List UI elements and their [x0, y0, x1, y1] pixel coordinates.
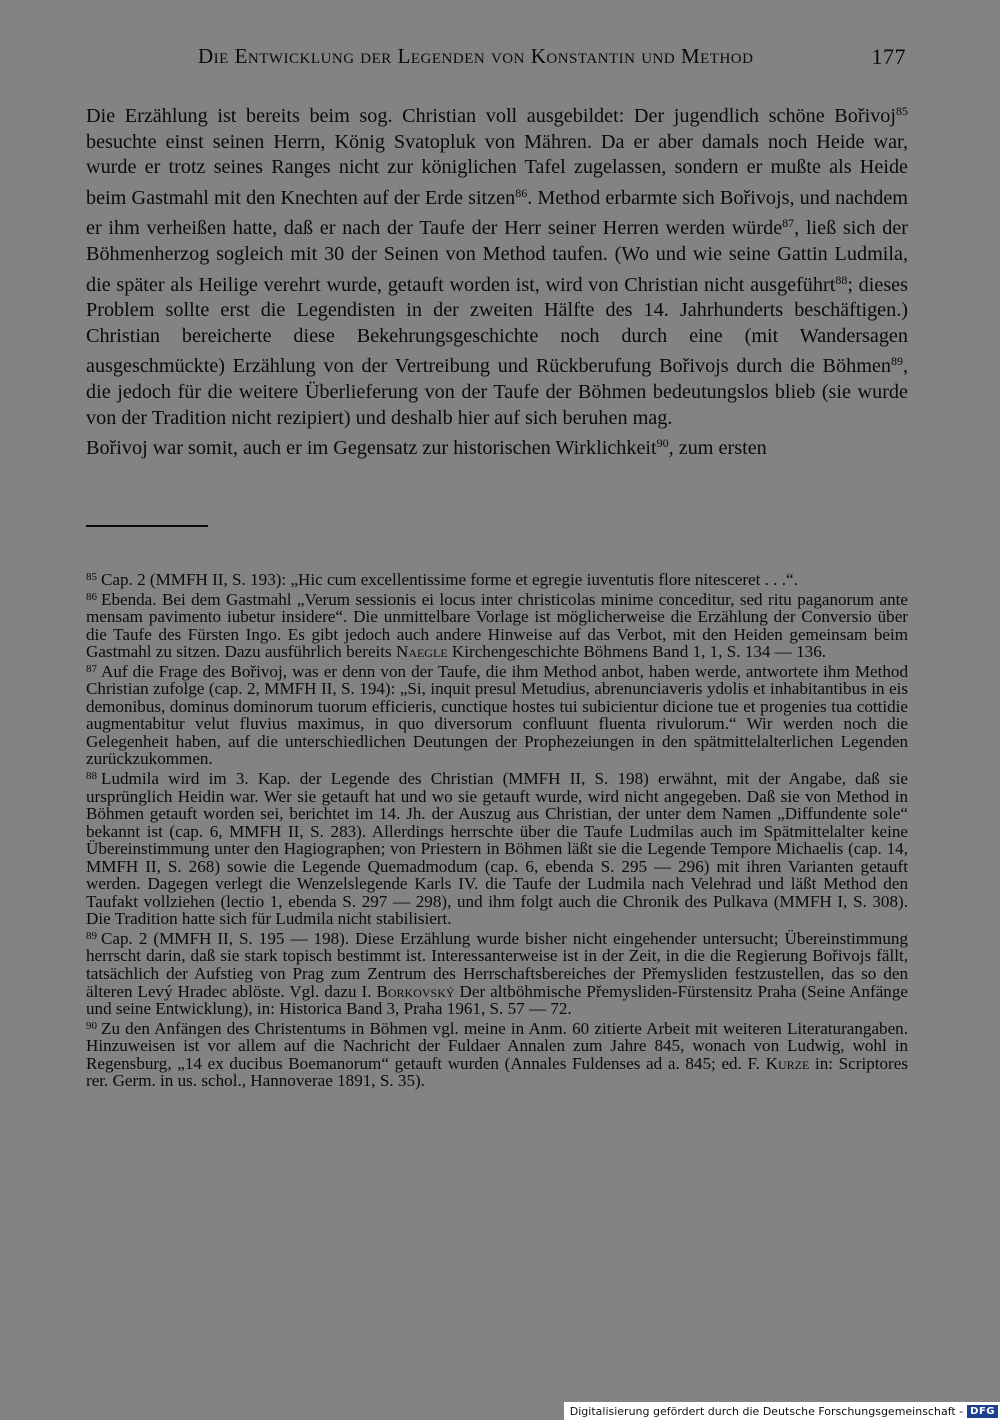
footnote-text: Cap. 2 (MMFH II, S. 193): „Hic cum excellentissime forme et egregie iuventutis flore nitesceret . . .“. [101, 570, 798, 589]
footnote-ref-86: 86 [515, 185, 528, 200]
footnote-ref-88: 88 [835, 272, 848, 287]
footnote-89 [86, 928, 908, 1018]
footnote-ref-87: 87 [782, 216, 795, 231]
footnotes [86, 569, 908, 1090]
footnote-number: 87 [86, 662, 97, 675]
footnote-number: 85 [86, 571, 97, 583]
footnote-86 [86, 589, 908, 661]
text-run: , zum ersten [668, 437, 767, 460]
footnote-separator [86, 525, 208, 527]
dfg-logo-icon: DFG [967, 1405, 998, 1418]
page-number: 177 [871, 44, 906, 69]
footnote-number: 88 [86, 770, 97, 783]
footnote-number: 89 [86, 929, 97, 942]
body-text [86, 99, 908, 462]
paragraph-1 [86, 99, 908, 431]
paragraph-2 [86, 431, 908, 462]
digitization-banner [564, 1402, 1000, 1420]
footnote-author: Borkovský [376, 981, 455, 1001]
footnote-number: 90 [86, 1019, 97, 1032]
text-run: . Method erbarmte sich Bořivojs, und nachdem er ihm verheißen hatte, daß er nach der Taufe der Herr seiner Herren werden würde [86, 186, 908, 240]
footnote-ref-90: 90 [656, 436, 669, 451]
footnote-number: 86 [86, 590, 97, 603]
footnote-text: Cap. 2 (MMFH II, S. 195 — 198). Diese Erzählung wurde bisher nicht eingehender untersucht; Übereinstimmung herrscht darin, daß sie stark topisch bestimmt ist. Interessanterweise ist in der Zeit, in die die Regierung Bořivojs fällt, tatsächlich der Aufstieg von Prag zum Zentrum des Herrschaftsbereiches der Přemysliden festzustellen, das so den älteren Levý Hradec ablöste. Vgl. dazu I. [86, 928, 908, 1001]
footnote-90 [86, 1018, 908, 1090]
footnote-ref-89: 89 [890, 354, 903, 369]
footnote-text: Auf die Frage des Bořivoj, was er denn von der Taufe, die ihm Method anbot, haben werde, antwortete ihm Method Christian zufolge (cap. 2, MMFH II, S. 194): „Si, inquit presul Metudius, abrenunciaveris ydolis et inhabitantibus in eis demonibus, dominus dominorum tuorum efficieris, cunctique hostes tui subicientur dicione tue et progenies tua cottidie augmentabitur velut fluvius maximus, in quo diversorum confluunt fluenta rivulorum.“ Wir werden noch die Gelegenheit haben, auf die unterschiedlichen Deutungen der Prophezeiungen in den spätmittelalterlichen Legenden zurückzukommen. [86, 661, 908, 769]
text-run: , ließ sich der Böhmenherzog sogleich mit 30 der Seinen von Method taufen. (Wo und wie seine Gattin Ludmila, die später als Heilige verehrt wurde, getauft worden ist, wird von Christian nicht ausgeführt [86, 217, 908, 296]
footnote-text: Zu den Anfängen des Christentums in Böhmen vgl. meine in Anm. 60 zitierte Arbeit mit weiteren Literaturangaben. Hinzuweisen ist vor allem auf die Nachricht der Fuldaer Annalen zum Jahre 845, wonach von Ludwig, wohl in Regensburg, „14 ex ducibus Boemanorum“ getauft wurden (Annales Fuldenses ad a. 845; ed. F. [86, 1018, 908, 1073]
text-run: , die jedoch für die weitere Überlieferung von der Taufe der Böhmen bedeutungslos blieb (sie wurde von der Tradition nicht rezipiert) und deshalb hier auf sich beruhen mag. [86, 355, 908, 429]
text-run: ; dieses Problem sollte erst die Legendisten in der zweiten Hälfte des 14. Jahrhunderts beschäftigen.) Christian bereicherte diese Bekehrungsgeschichte noch durch eine (mit Wandersagen ausgeschmückte) Erzählung von der Vertreibung und Rückberufung Bořivojs durch die Böhmen [86, 273, 908, 378]
footnote-text: Kirchengeschichte Böhmens Band 1, 1, S. 134 — 136. [447, 642, 827, 662]
footnote-85 [86, 569, 908, 589]
footnote-88 [86, 768, 908, 928]
footnote-text: Der altböhmische Přemysliden-Fürstensitz Praha (Seine Anfänge und seine Entwicklung), in: Historica Band 3, Praha 1961, S. 57 — 72. [86, 981, 908, 1019]
text-run: besuchte einst seinen Herrn, König Svatopluk von Mähren. Da er aber damals noch Heide war, wurde er trotz seines Ranges nicht zur königlichen Tafel zugelassen, sondern er mußte als Heide beim Gastmahl mit den Knechten auf der Erde sitzen [86, 130, 908, 209]
running-title: Die Entwicklung der Legenden von Konstantin und Method [198, 44, 754, 68]
banner-text: Digitalisierung gefördert durch die Deutsche Forschungsgemeinschaft - [569, 1404, 964, 1418]
footnote-text: Ludmila wird im 3. Kap. der Legende des Christian (MMFH II, S. 198) erwähnt, mit der Angabe, daß sie ursprünglich Heidin war. Wer sie getauft hat und wo sie getauft wurde, wird nicht angegeben. Daß sie von Method in Böhmen getauft worden sei, berichtet im 14. Jh. der Auszug aus Christian, der unter dem Namen „Diffundente sole“ bekannt ist (cap. 6, MMFH II, S. 283). Allerdings herrschte über die Taufe Ludmilas auch im Spätmittelalter keine Übereinstimmung unter den Hagiographen; von Priestern in Böhmen läßt sie die Legende Tempore Michaelis (cap. 14, MMFH II, S. 268) sowie die Legende Quemadmodum (cap. 6, ebenda S. 295 — 296) mit ihren Varianten getauft werden. Dagegen verlegt die Wenzelslegende Karls IV. die Taufe der Ludmila nach Velehrad und läßt Method den Taufakt vollziehen (lectio 1, ebenda S. 297 — 298), und ihm folgt auch die Chronik des Pulkava (MMFH I, S. 308). Die Tradition hatte sich für Ludmila nicht stabilisiert. [86, 769, 908, 929]
text-run: Die Erzählung ist bereits beim sog. Christian voll ausgebildet: Der jugendlich schöne Bořivoj [86, 105, 896, 127]
footnote-ref-85: 85 [896, 104, 908, 118]
text-run: Bořivoj war somit, auch er im Gegensatz zur historischen Wirklichkeit [86, 437, 657, 460]
footnote-text: Ebenda. Bei dem Gastmahl „Verum sessionis ei locus inter christicolas minime conceditur, sed ritu paganorum ante mensam pavimento iubetur insidere“. Die unmittelbare Vorlage ist möglicherweise die Erzählung der Conversio über die Taufe des Fürsten Ingo. Es gibt jedoch auch andere Hinweise auf das Verbot, mit den Heiden gemeinsam beim Gastmahl zu sitzen. Dazu ausführlich bereits [86, 589, 908, 662]
footnote-87 [86, 661, 908, 768]
footnote-text: in: Scriptores rer. Germ. in us. schol., Hannoverae 1891, S. 35). [86, 1053, 908, 1091]
footnote-author: Kurze [765, 1053, 810, 1073]
footnote-author: Naegle [395, 642, 448, 662]
